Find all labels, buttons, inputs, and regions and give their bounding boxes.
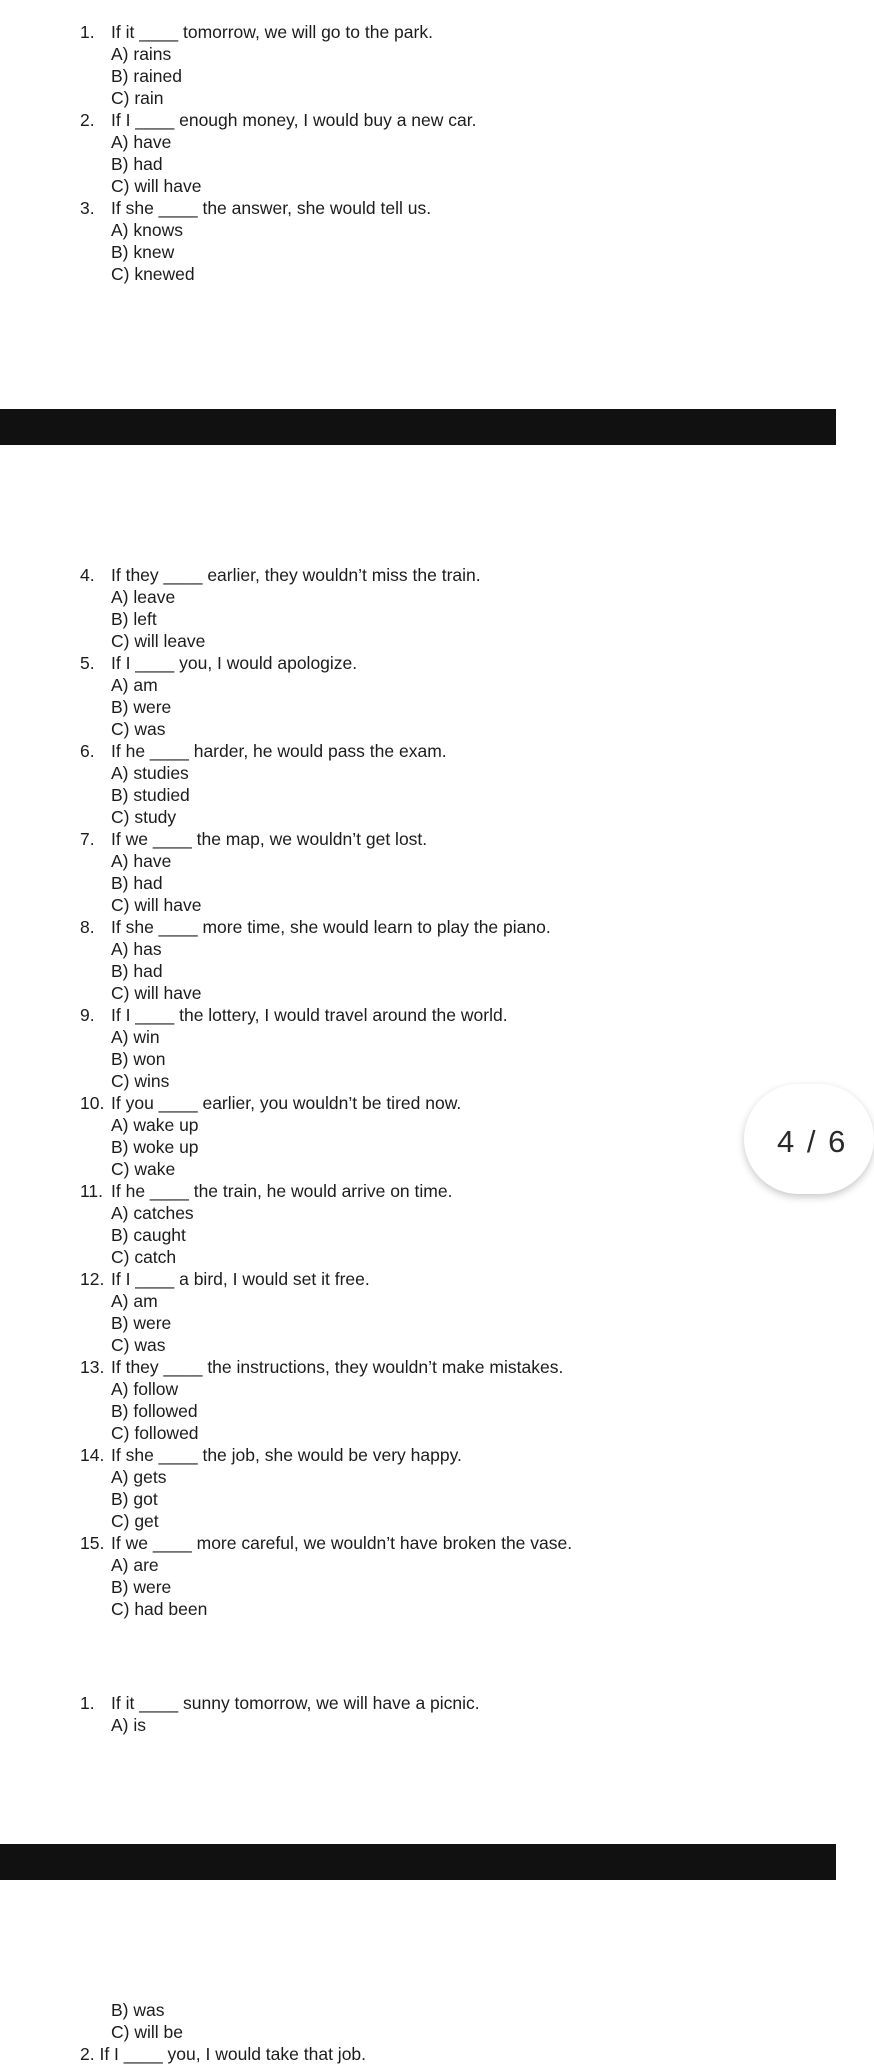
option-a: A) has	[111, 939, 162, 959]
option-a: A) are	[111, 1555, 159, 1575]
option-b: B) were	[111, 697, 172, 717]
option-b: B) had	[111, 873, 163, 893]
option-c: C) will have	[111, 895, 202, 915]
question-text: 5. If I ____ you, I would apologize.	[80, 653, 358, 673]
option-a: A) rains	[111, 44, 172, 64]
option-a: A) wake up	[111, 1115, 199, 1135]
question-block-a	[0, 21, 836, 285]
option-b: B) had	[111, 154, 163, 174]
option-c: C) wins	[111, 1071, 170, 1091]
question-text: 1. If it ____ sunny tomorrow, we will have a picnic.	[80, 1693, 480, 1713]
question-item	[0, 828, 836, 916]
question-block-d	[0, 1999, 836, 2043]
option-a: A) catches	[111, 1203, 194, 1223]
option-c: C) wake	[111, 1159, 176, 1179]
option-b: B) was	[111, 2000, 165, 2020]
question-text: 6. If he ____ harder, he would pass the exam.	[80, 741, 447, 761]
option-c: C) knewed	[111, 264, 195, 284]
option-a: A) studies	[111, 763, 189, 783]
option-c: C) will have	[111, 176, 202, 196]
question-text: 4. If they ____ earlier, they wouldn’t miss the train.	[80, 565, 481, 585]
question-item	[0, 1004, 836, 1092]
page-indicator-label: 4 / 6	[777, 1124, 848, 1159]
question-text: 3. If she ____ the answer, she would tell us.	[80, 198, 432, 218]
question-text-cut: 2. If I ____ you, I would take that job.	[80, 2044, 367, 2064]
option-c: C) study	[111, 807, 177, 827]
option-c: C) was	[111, 1335, 166, 1355]
option-a: A) have	[111, 851, 172, 871]
option-a: A) gets	[111, 1467, 167, 1487]
question-item	[0, 1356, 836, 1444]
question-item	[0, 916, 836, 1004]
question-block-b	[0, 564, 836, 1620]
question-text: 14. If she ____ the job, she would be very happy.	[80, 1445, 462, 1465]
option-a: A) win	[111, 1027, 160, 1047]
option-c: C) will leave	[111, 631, 206, 651]
option-b: B) followed	[111, 1401, 198, 1421]
question-item	[0, 564, 836, 652]
option-b: B) won	[111, 1049, 166, 1069]
option-c: C) catch	[111, 1247, 177, 1267]
option-c: C) will be	[111, 2022, 183, 2042]
option-a: A) have	[111, 132, 172, 152]
question-item	[0, 197, 836, 285]
option-b: B) left	[111, 609, 157, 629]
option-c: C) followed	[111, 1423, 199, 1443]
question-text: 2. If I ____ enough money, I would buy a new car.	[80, 110, 477, 130]
option-b: B) caught	[111, 1225, 186, 1245]
question-item	[0, 1180, 836, 1268]
option-a: A) knows	[111, 220, 183, 240]
question-item	[0, 1444, 836, 1532]
option-c: C) rain	[111, 88, 164, 108]
question-item	[0, 740, 836, 828]
question-item	[0, 1692, 836, 1736]
question-text: 8. If she ____ more time, she would learn to play the piano.	[80, 917, 551, 937]
option-a: A) is	[111, 1715, 146, 1735]
question-item	[0, 109, 836, 197]
question-text: 12. If I ____ a bird, I would set it free.	[80, 1269, 370, 1289]
question-block-c	[0, 1692, 836, 1736]
page-divider-bar	[0, 409, 836, 445]
option-c: C) had been	[111, 1599, 208, 1619]
option-c: C) was	[111, 719, 166, 739]
question-text: 11. If he ____ the train, he would arrive on time.	[80, 1181, 453, 1201]
question-text: 9. If I ____ the lottery, I would travel around the world.	[80, 1005, 508, 1025]
option-b: B) studied	[111, 785, 190, 805]
option-b: B) woke up	[111, 1137, 199, 1157]
question-item	[0, 1268, 836, 1356]
option-b: B) got	[111, 1489, 158, 1509]
question-text: 13. If they ____ the instructions, they wouldn’t make mistakes.	[80, 1357, 564, 1377]
option-b: B) had	[111, 961, 163, 981]
option-a: A) follow	[111, 1379, 179, 1399]
option-b: B) rained	[111, 66, 183, 86]
question-item	[0, 652, 836, 740]
option-c: C) get	[111, 1511, 159, 1531]
option-a: A) am	[111, 1291, 158, 1311]
question-item	[0, 1532, 836, 1620]
option-a: A) am	[111, 675, 158, 695]
question-text: 10. If you ____ earlier, you wouldn’t be tired now.	[80, 1093, 462, 1113]
option-c: C) will have	[111, 983, 202, 1003]
question-text: 1. If it ____ tomorrow, we will go to the park.	[80, 22, 433, 42]
page-indicator[interactable]	[744, 1084, 874, 1194]
option-b: B) knew	[111, 242, 175, 262]
option-b: B) were	[111, 1313, 172, 1333]
question-item	[0, 1092, 836, 1180]
page-divider-bar	[0, 1844, 836, 1880]
option-a: A) leave	[111, 587, 176, 607]
question-text: 15. If we ____ more careful, we wouldn’t have broken the vase.	[80, 1533, 573, 1553]
question-text: 7. If we ____ the map, we wouldn’t get lost.	[80, 829, 428, 849]
option-b: B) were	[111, 1577, 172, 1597]
question-item	[0, 21, 836, 109]
